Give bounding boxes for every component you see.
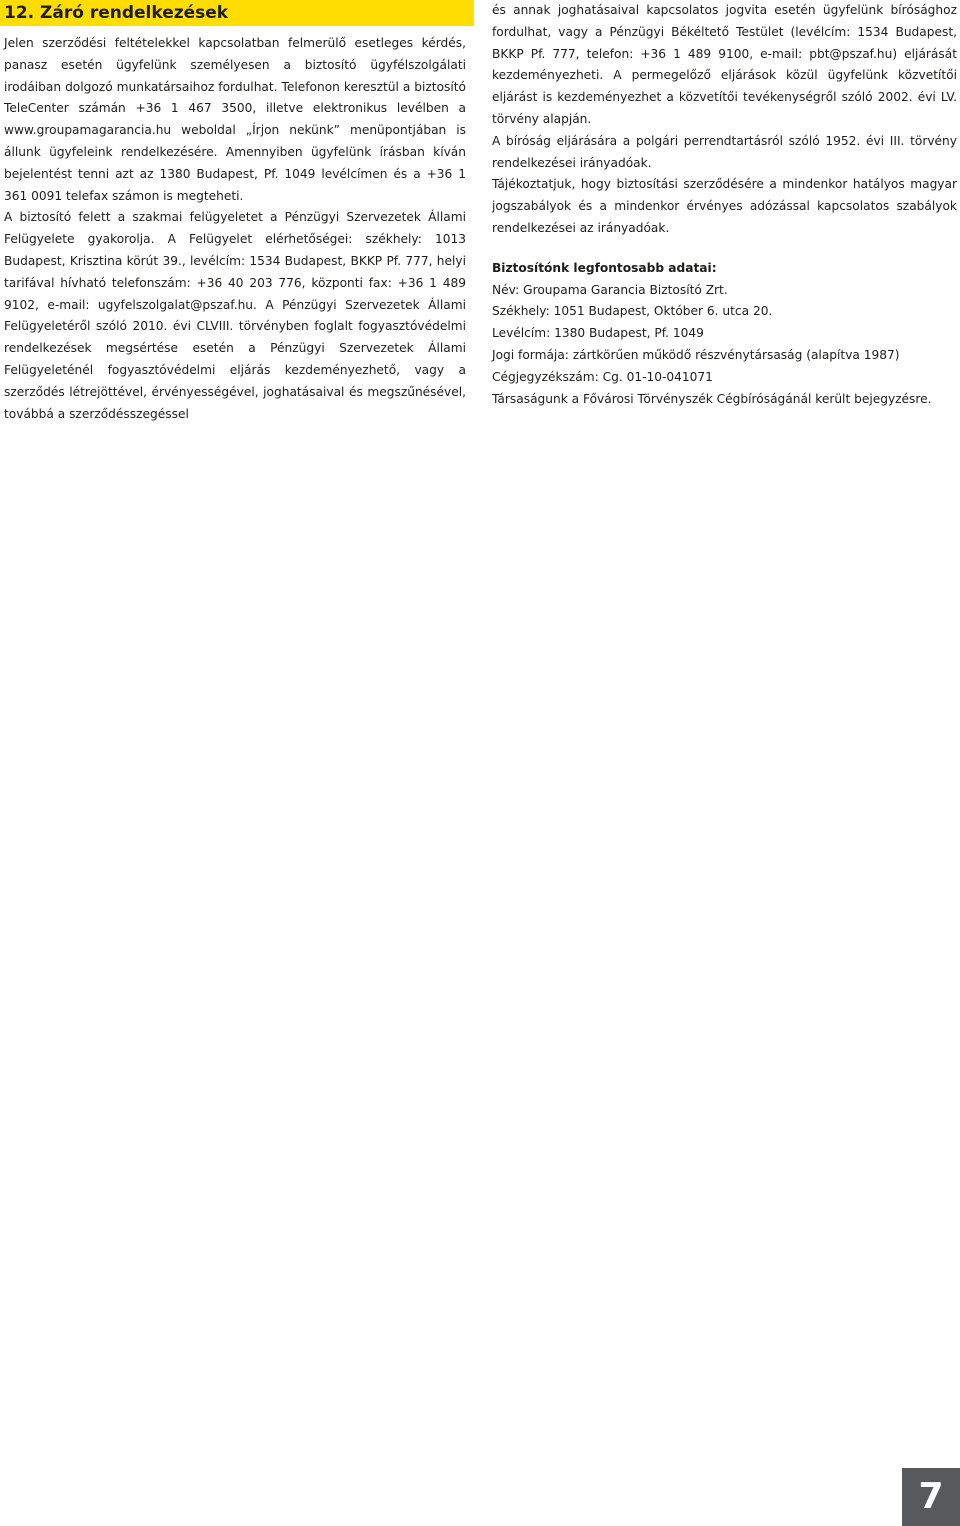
right-column: [492, 0, 957, 410]
left-column: [4, 33, 466, 425]
insurer-registration-number: Cégjegyzékszám: Cg. 01-10-041071: [492, 369, 713, 384]
paragraph-supervision: A biztosító felett a szakmai felügyeletet a Pénzügyi Szervezetek Állami Felügyelete gyakorolja. A Felügyelet elérhetőségei: székhely: 1013 Budapest, Krisztina körút 39., levélcím: 1534 Budapest, BKKP Pf. 777, helyi tarifával hívható telefonszám: +36 40 203 776, központi fax: +36 1 489 9102, e-mail: ugyfelszolgalat@pszaf.hu. A Pénzügyi Szervezetek Állami Felügyeletéről szóló 2010. évi CLVIII. törvényben foglalt fogyasztóvédelmi rendelkezések megsértése esetén a Pénzügyi Szervezetek Állami Felügyeleténél fogyasztóvédelmi eljárás kezdeményezhető, vagy a szerződés létrejöttével, érvényességével, joghatásaival és megszűnésével, továbbá a szerződésszegéssel: [4, 210, 466, 421]
paragraph-applicable-law: Tájékoztatjuk, hogy biztosítási szerződésére a mindenkor hatályos magyar jogszabályok és a mindenkor érvényes adózással kapcsolatos szabályok rendelkezései az irányadóak.: [492, 177, 957, 235]
section-heading: 12. Záró rendelkezések: [0, 0, 474, 26]
insurer-postal-address: Levélcím: 1380 Budapest, Pf. 1049: [492, 326, 704, 341]
insurer-headquarters: Székhely: 1051 Budapest, Október 6. utca 20.: [492, 304, 773, 319]
paragraph-dispute-resolution: és annak joghatásaival kapcsolatos jogvita esetén ügyfelünk bírósághoz fordulhat, vagy a Pénzügyi Békéltető Testület (levélcím: 1534 Budapest, BKKP Pf. 777, telefon: +36 1 489 9100, e-mail: pbt@pszaf.hu) eljárását kezdeményezheti. A permegelőző eljárások közül ügyfelünk közvetítői eljárást is kezdeményezhet a közvetítői tevékenységről szóló 2002. évi LV. törvény alapján.: [492, 3, 957, 126]
paragraph-customer-service: Jelen szerződési feltételekkel kapcsolatban felmerülő esetleges kérdés, panasz esetén ügyfelünk személyesen a biztosító ügyfélszolgálati irodáiban dolgozó munkatársaihoz fordulhat. Telefonon keresztül a biztosító TeleCenter számán +36 1 467 3500, illetve elektronikus levélben a www.groupamagarancia.hu weboldal „Írjon nekünk” menüpontjában is állunk ügyfeleink rendelkezésére. Amennyiben ügyfelünk írásban kíván bejelentést tenni azt az 1380 Budapest, Pf. 1049 levélcímen és a +36 1 361 0091 telefax számon is megteheti.: [4, 36, 466, 203]
insurer-name: Név: Groupama Garancia Biztosító Zrt.: [492, 282, 728, 297]
insurer-info-heading: Biztosítónk legfontosabb adatai:: [492, 260, 717, 275]
paragraph-court-procedure: A bíróság eljárására a polgári perrendtartásról szóló 1952. évi III. törvény rendelkezései irányadóak.: [492, 133, 957, 170]
insurer-legal-form: Jogi formája: zártkörűen működő részvénytársaság (alapítva 1987): [492, 347, 900, 362]
insurer-info-list: [492, 280, 957, 411]
page-number: 7: [902, 1468, 960, 1526]
insurer-registration-court: Társaságunk a Fővárosi Törvényszék Cégbíróságánál került bejegyzésre.: [492, 391, 932, 406]
